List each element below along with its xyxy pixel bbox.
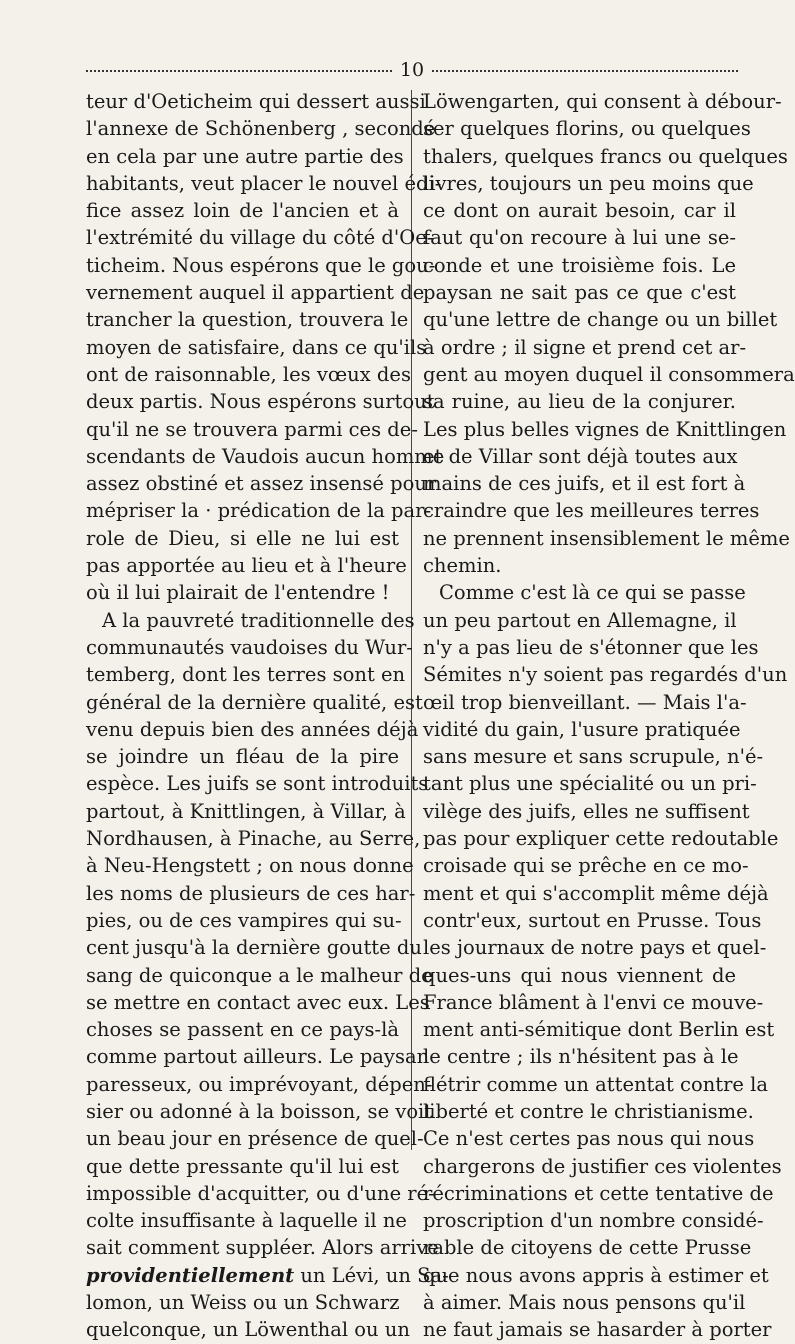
right-column-line: flétrir comme un attentat contre la [423,1072,769,1096]
left-column-line: role de Dieu, si elle ne lui est [86,526,399,550]
right-column-line: vidité du gain, l'usure pratiquée [423,717,741,741]
left-column-line: venu depuis bien des années déjà [86,717,419,741]
right-column-line: proscription d'un nombre considé- [423,1209,764,1233]
left-column-line: sait comment suppléer. Alors arrive [86,1236,439,1260]
right-column-line: œil trop bienveillant. — Mais l'a- [423,690,747,714]
right-column-line: craindre que les meilleures terres [423,499,760,523]
left-column-line: partout, à Knittlingen, à Villar, à [86,799,406,823]
right-column-line: et de Villar sont déjà toutes aux [423,444,738,468]
left-column-line: un beau jour en présence de quel- [86,1127,424,1151]
right-column-line: vilège des juifs, elles ne suffisent [423,799,750,823]
left-column-line [86,1262,449,1289]
emphasis-text: providentiellement [86,1263,295,1287]
right-column-line: pas pour expliquer cette redoutable [423,827,779,851]
left-column-line: assez obstiné et assez insensé pour [86,472,437,496]
right-column-line: qu'une lettre de change ou un billet [423,308,778,332]
right-column-line: Löwengarten, qui consent à débour- [423,90,782,113]
left-column-line: qu'il ne se trouvera parmi ces de- [86,417,418,441]
right-column-line: ser quelques florins, ou quelques [423,117,751,141]
right-column-line: France blâment à l'envi ce mouve- [423,990,764,1014]
left-column-line: fice assez loin de l'ancien et à [86,199,399,223]
left-column-line: les noms de plusieurs de ces har- [86,881,416,905]
right-column-line: faut qu'on recoure à lui une se- [423,226,736,250]
left-column-line: espèce. Les juifs se sont introduits [86,772,429,796]
left-column-line: quelconque, un Löwenthal ou un [86,1318,410,1342]
left-column-line: colte insuffisante à laquelle il ne [86,1209,407,1233]
left-column-line: pas apportée au lieu et à l'heure [86,554,407,578]
right-column-line: chargerons de justifier ces violentes [423,1154,782,1178]
right-column-line: paysan ne sait pas ce que c'est [423,281,736,305]
left-column-line: ticheim. Nous espérons que le gou- [86,253,436,277]
left-column-line: pies, ou de ces vampires qui su- [86,908,402,932]
header-rule-right [432,70,738,72]
right-column-line: mains de ces juifs, et il est fort à [423,472,746,496]
right-column-line: Sémites n'y soient pas regardés d'un [423,663,788,687]
left-column-line: choses se passent en ce pays-là [86,1018,399,1042]
left-column-line: lomon, un Weiss ou un Schwarz [86,1291,400,1315]
right-column-line: thalers, quelques francs ou quelques [423,144,788,168]
right-column-line: gent au moyen duquel il consommera [423,362,795,386]
left-column-line: Nordhausen, à Pinache, au Serre, [86,827,421,851]
right-column-line: ce dont on aurait besoin, car il [423,199,736,223]
right-column-line: Comme c'est là ce qui se passe [439,581,746,605]
right-column-line: chemin. [423,554,502,578]
left-column-line: général de la dernière qualité, est [86,690,423,714]
left-column-line: se mettre en contact avec eux. Les [86,990,430,1014]
left-column-line: teur d'Oeticheim qui dessert aussi [86,90,426,113]
left-column-line: ont de raisonnable, les vœux des [86,362,411,386]
left-column-line: vernement auquel il appartient de [86,281,425,305]
left-column-line: communautés vaudoises du Wur- [86,635,413,659]
right-column-line: liberté et contre le christianisme. [423,1099,754,1123]
left-column-line: que dette pressante qu'il lui est [86,1154,400,1178]
right-column-line: contr'eux, surtout en Prusse. Tous [423,908,762,932]
right-column-line: un peu partout en Allemagne, il [423,608,737,632]
left-column-line: mépriser la · prédication de la par- [86,499,432,523]
right-column-line: ne prennent insensiblement le même [423,526,790,550]
right-column-line: Les plus belles vignes de Knittlingen [423,417,787,441]
right-column [423,88,795,1344]
left-column-line: se joindre un fléau de la pire [86,745,399,769]
right-column-line: rable de citoyens de cette Prusse [423,1236,752,1260]
line-continuation: un Lévi, un Sa- [294,1263,449,1287]
left-column-line: impossible d'acquitter, ou d'une ré- [86,1181,435,1205]
right-column-line: ne faut jamais se hasarder à porter [423,1318,772,1342]
left-column-line: scendants de Vaudois aucun homme [86,444,445,468]
right-column-line: conde et une troisième fois. Le [423,253,736,277]
right-column-line: à aimer. Mais nous pensons qu'il [423,1291,746,1315]
left-column-line: sier ou adonné à la boisson, se voit [86,1099,433,1123]
right-column-line: récriminations et cette tentative de [423,1181,774,1205]
left-column-line: temberg, dont les terres sont en [86,663,406,687]
page-number: 10 [399,59,425,81]
right-column-line: livres, toujours un peu moins que [423,171,754,195]
left-column-line: à Neu-Hengstett ; on nous donne [86,854,414,878]
left-column [86,88,449,1344]
left-column-line: cent jusqu'à la dernière goutte du [86,936,422,960]
right-column-line: Ce n'est certes pas nous qui nous [423,1127,755,1151]
right-column-line: à ordre ; il signe et prend cet ar- [423,335,747,359]
right-column-line: ment et qui s'accomplit même déjà [423,881,769,905]
left-column-line: paresseux, ou imprévoyant, dépen- [86,1072,433,1096]
right-column-line: ment anti-sémitique dont Berlin est [423,1018,775,1042]
right-column-line: ques-uns qui nous viennent de [423,963,736,987]
left-column-line: comme partout ailleurs. Le paysan [86,1045,430,1069]
left-column-line: A la pauvreté traditionnelle des [102,608,415,632]
left-column-line: où il lui plairait de l'entendre ! [86,581,390,605]
left-column-line: habitants, veut placer le nouvel édi- [86,171,442,195]
left-column-line: trancher la question, trouvera le [86,308,409,332]
page-header [86,58,738,82]
left-column-line: l'extrémité du village du côté d'Oe- [86,226,434,250]
right-column-line: tant plus une spécialité ou un pri- [423,772,757,796]
right-column-line: sa ruine, au lieu de la conjurer. [423,390,736,414]
right-column-line: que nous avons appris à estimer et [423,1263,769,1287]
right-column-line: sans mesure et sans scrupule, n'é- [423,745,764,769]
left-column-line: l'annexe de Schönenberg , secondé [86,117,436,141]
left-column-line: deux partis. Nous espérons surtout [86,390,435,414]
left-column-line: en cela par une autre partie des [86,144,404,168]
right-column-line: n'y a pas lieu de s'étonner que les [423,635,759,659]
right-column-line: les journaux de notre pays et quel- [423,936,767,960]
header-rule-left [86,70,392,72]
left-column-line: sang de quiconque a le malheur de [86,963,433,987]
right-column-line: le centre ; ils n'hésitent pas à le [423,1045,739,1069]
left-column-line: moyen de satisfaire, dans ce qu'ils [86,335,427,359]
right-column-line: croisade qui se prêche en ce mo- [423,854,749,878]
